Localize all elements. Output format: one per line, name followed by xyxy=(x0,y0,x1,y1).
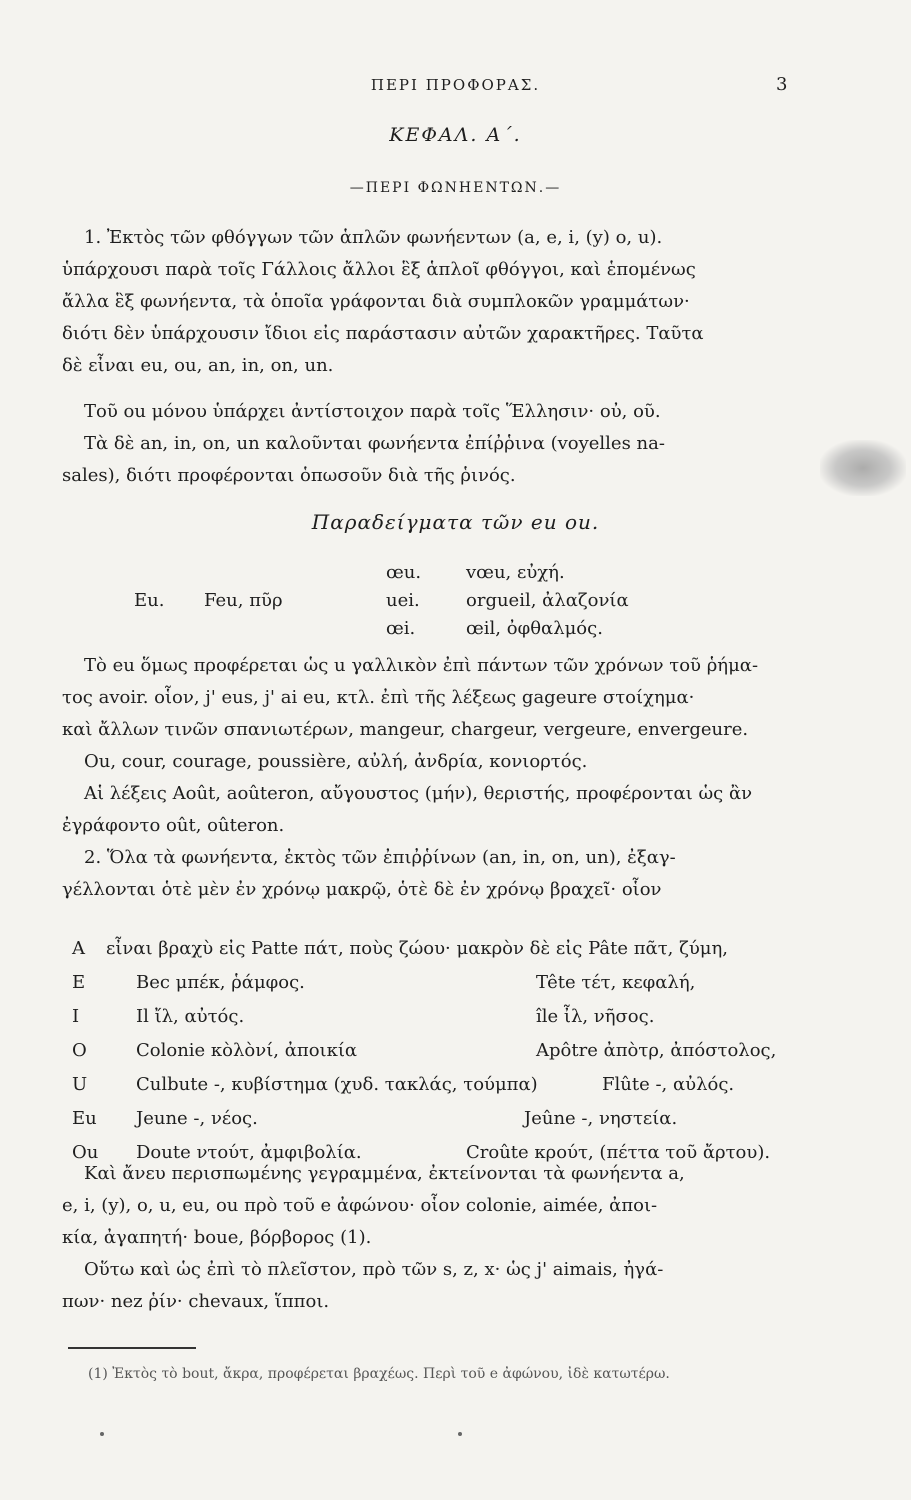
vowel-row xyxy=(72,972,802,1006)
text-line: δὲ εἶναι eu, ou, an, in, on, un. xyxy=(62,355,334,376)
footnote: (1) Ἐκτὸς τὸ bout, ἄκρα, προφέρεται βραχέως. Περὶ τοῦ e ἀφώνου, ἰδὲ κατωτέρω. xyxy=(88,1366,670,1382)
vowel-short: Bec μπέκ, ῥάμφος. xyxy=(136,972,305,993)
paragraph-1b xyxy=(62,396,802,492)
ink-smudge xyxy=(820,440,906,496)
page-number: 3 xyxy=(776,74,788,95)
vowel-letter: E xyxy=(72,972,86,993)
vowel-row xyxy=(72,938,802,972)
text-line: Καὶ ἄνευ περισπωμένης γεγραμμένα, ἐκτείνονται τὰ φωνήεντα a, xyxy=(84,1163,685,1184)
text-line: Τὰ δὲ an, in, on, un καλοῦνται φωνήεντα ἐπίῤῥινα (voyelles na- xyxy=(84,433,665,454)
vowel-short: Jeune -, νέος. xyxy=(136,1108,258,1129)
paradigm-lead: Eu. xyxy=(134,590,165,611)
text-line: τος avoir. οἷον, j' eus, j' ai eu, κτλ. ἐπὶ τῆς λέξεως gageure στοίχημα· xyxy=(62,687,695,708)
paradigm-example: œil, ὀφθαλμός. xyxy=(466,618,603,639)
vowel-long: Croûte κρούτ, (πέττα τοῦ ἄρτου). xyxy=(466,1142,771,1163)
speck xyxy=(100,1432,104,1436)
text-line: 2. Ὅλα τὰ φωνήεντα, ἐκτὸς τῶν ἐπιῤῥίνων (an, in, on, un), ἐξαγ- xyxy=(84,847,676,868)
vowel-short: Doute ντούτ, ἀμφιβολία. xyxy=(136,1142,362,1163)
vowel-long: Jeûne -, νηστεία. xyxy=(524,1108,678,1129)
vowel-short: Colonie κὸλὸνί, ἀποικία xyxy=(136,1040,358,1061)
text-line: Τὸ eu ὅμως προφέρεται ὡς u γαλλικὸν ἐπὶ πάντων τῶν χρόνων τοῦ ῥήμα- xyxy=(84,655,759,676)
text-line: Ou, cour, courage, poussière, αὐλή, ἀνδρία, κονιορτός. xyxy=(84,751,588,772)
paragraph-2 xyxy=(62,650,802,906)
paradigm-combo: uei. xyxy=(386,590,420,611)
text-line: Τοῦ ou μόνου ὑπάρχει ἀντίστοιχον παρὰ τοῖς Ἕλλησιν· οὐ, οῦ. xyxy=(84,401,661,422)
text-line: 1. Ἐκτὸς τῶν φθόγγων τῶν ἁπλῶν φωνήεντων (a, e, i, (y) o, u). xyxy=(84,227,663,248)
text-line: γέλλονται ὁτὲ μὲν ἐν χρόνῳ μακρῷ, ὁτὲ δὲ ἐν χρόνῳ βραχεῖ· οἷον xyxy=(62,879,662,900)
paradigm-combo: œi. xyxy=(386,618,416,639)
text-line: Αἱ λέξεις Août, aoûteron, αὔγουστος (μήν), θεριστής, προφέρονται ὡς ἂν xyxy=(84,783,753,804)
text-line: διότι δὲν ὑπάρχουσιν ἴδιοι εἰς παράστασιν αὐτῶν χαρακτῆρες. Ταῦτα xyxy=(62,323,704,344)
paragraph-3 xyxy=(62,1158,802,1318)
paragraph-1 xyxy=(62,222,802,382)
vowel-long: île ἶλ, νῆσος. xyxy=(536,1006,655,1027)
text-line: καὶ ἄλλων τινῶν σπανιωτέρων, mangeur, chargeur, vergeure, envergeure. xyxy=(62,719,749,740)
vowel-letter: O xyxy=(72,1040,87,1061)
section-heading: —ΠΕΡΙ ΦΩΝΗΕΝΤΩΝ.— xyxy=(349,180,562,196)
vowel-long: Apôtre ἀπὸτρ, ἀπόστολος, xyxy=(536,1040,777,1061)
text-line: ἐγράφοντο oût, oûteron. xyxy=(62,815,285,836)
speck xyxy=(458,1432,462,1436)
paradigm-block xyxy=(0,560,911,660)
vowel-short: Il ἴλ, αὐτός. xyxy=(136,1006,245,1027)
paradigm-heading: Παραδείγματα τῶν eu ou. xyxy=(311,510,600,534)
running-title: ΠΕΡΙ ΠΡΟΦΟΡΑΣ. xyxy=(370,76,541,94)
vowel-letter: U xyxy=(72,1074,88,1095)
vowel-letter: I xyxy=(72,1006,80,1027)
paradigm-combo: œu. xyxy=(386,562,422,583)
vowel-table xyxy=(72,938,802,1176)
text-line: sales), διότι προφέρονται ὁπωσοῦν διὰ τῆς ῥινός. xyxy=(62,465,516,486)
vowel-row xyxy=(72,1074,802,1108)
footnote-rule xyxy=(68,1347,196,1349)
vowel-long: Tête τέτ, κεφαλή, xyxy=(536,972,696,993)
text-line: πων· nez ῥίν· chevaux, ἵπποι. xyxy=(62,1291,330,1312)
vowel-short: Culbute -, κυβίστημα (χυδ. τακλάς, τούμπα) xyxy=(136,1074,538,1095)
vowel-letter: A xyxy=(72,938,85,959)
vowel-short: εἶναι βραχὺ εἰς Patte πάτ, ποὺς ζώου· μακρὸν δὲ εἰς Pâte πᾶτ, ζύμη, xyxy=(106,938,729,959)
text-line: ἄλλα ἓξ φωνήεντα, τὰ ὁποῖα γράφονται διὰ συμπλοκῶν γραμμάτων· xyxy=(62,291,690,312)
text-line: κία, ἀγαπητή· boue, βόρβορος (1). xyxy=(62,1227,372,1248)
vowel-row xyxy=(72,1040,802,1074)
vowel-row xyxy=(72,1006,802,1040)
vowel-letter: Eu xyxy=(72,1108,97,1129)
vowel-long: Flûte -, αὐλός. xyxy=(602,1074,735,1095)
paradigm-example: orgueil, ἀλαζονία xyxy=(466,590,629,611)
text-line: Οὕτω καὶ ὡς ἐπὶ τὸ πλεῖστον, πρὸ τῶν s, z, x· ὡς j' aimais, ἠγά- xyxy=(84,1259,664,1280)
vowel-row xyxy=(72,1108,802,1142)
text-line: e, i, (y), o, u, eu, ou πρὸ τοῦ e ἀφώνου· οἷον colonie, aimée, ἀποι- xyxy=(62,1195,658,1216)
paradigm-example: vœu, εὐχή. xyxy=(466,562,565,583)
chapter-heading: ΚΕΦΑΛ. Α΄. xyxy=(389,124,522,146)
text-line: ὑπάρχουσι παρὰ τοῖς Γάλλοις ἄλλοι ἓξ ἁπλοῖ φθόγγοι, καὶ ἑπομένως xyxy=(62,259,696,280)
vowel-letter: Ou xyxy=(72,1142,99,1163)
paradigm-word: Feu, πῦρ xyxy=(204,590,283,611)
